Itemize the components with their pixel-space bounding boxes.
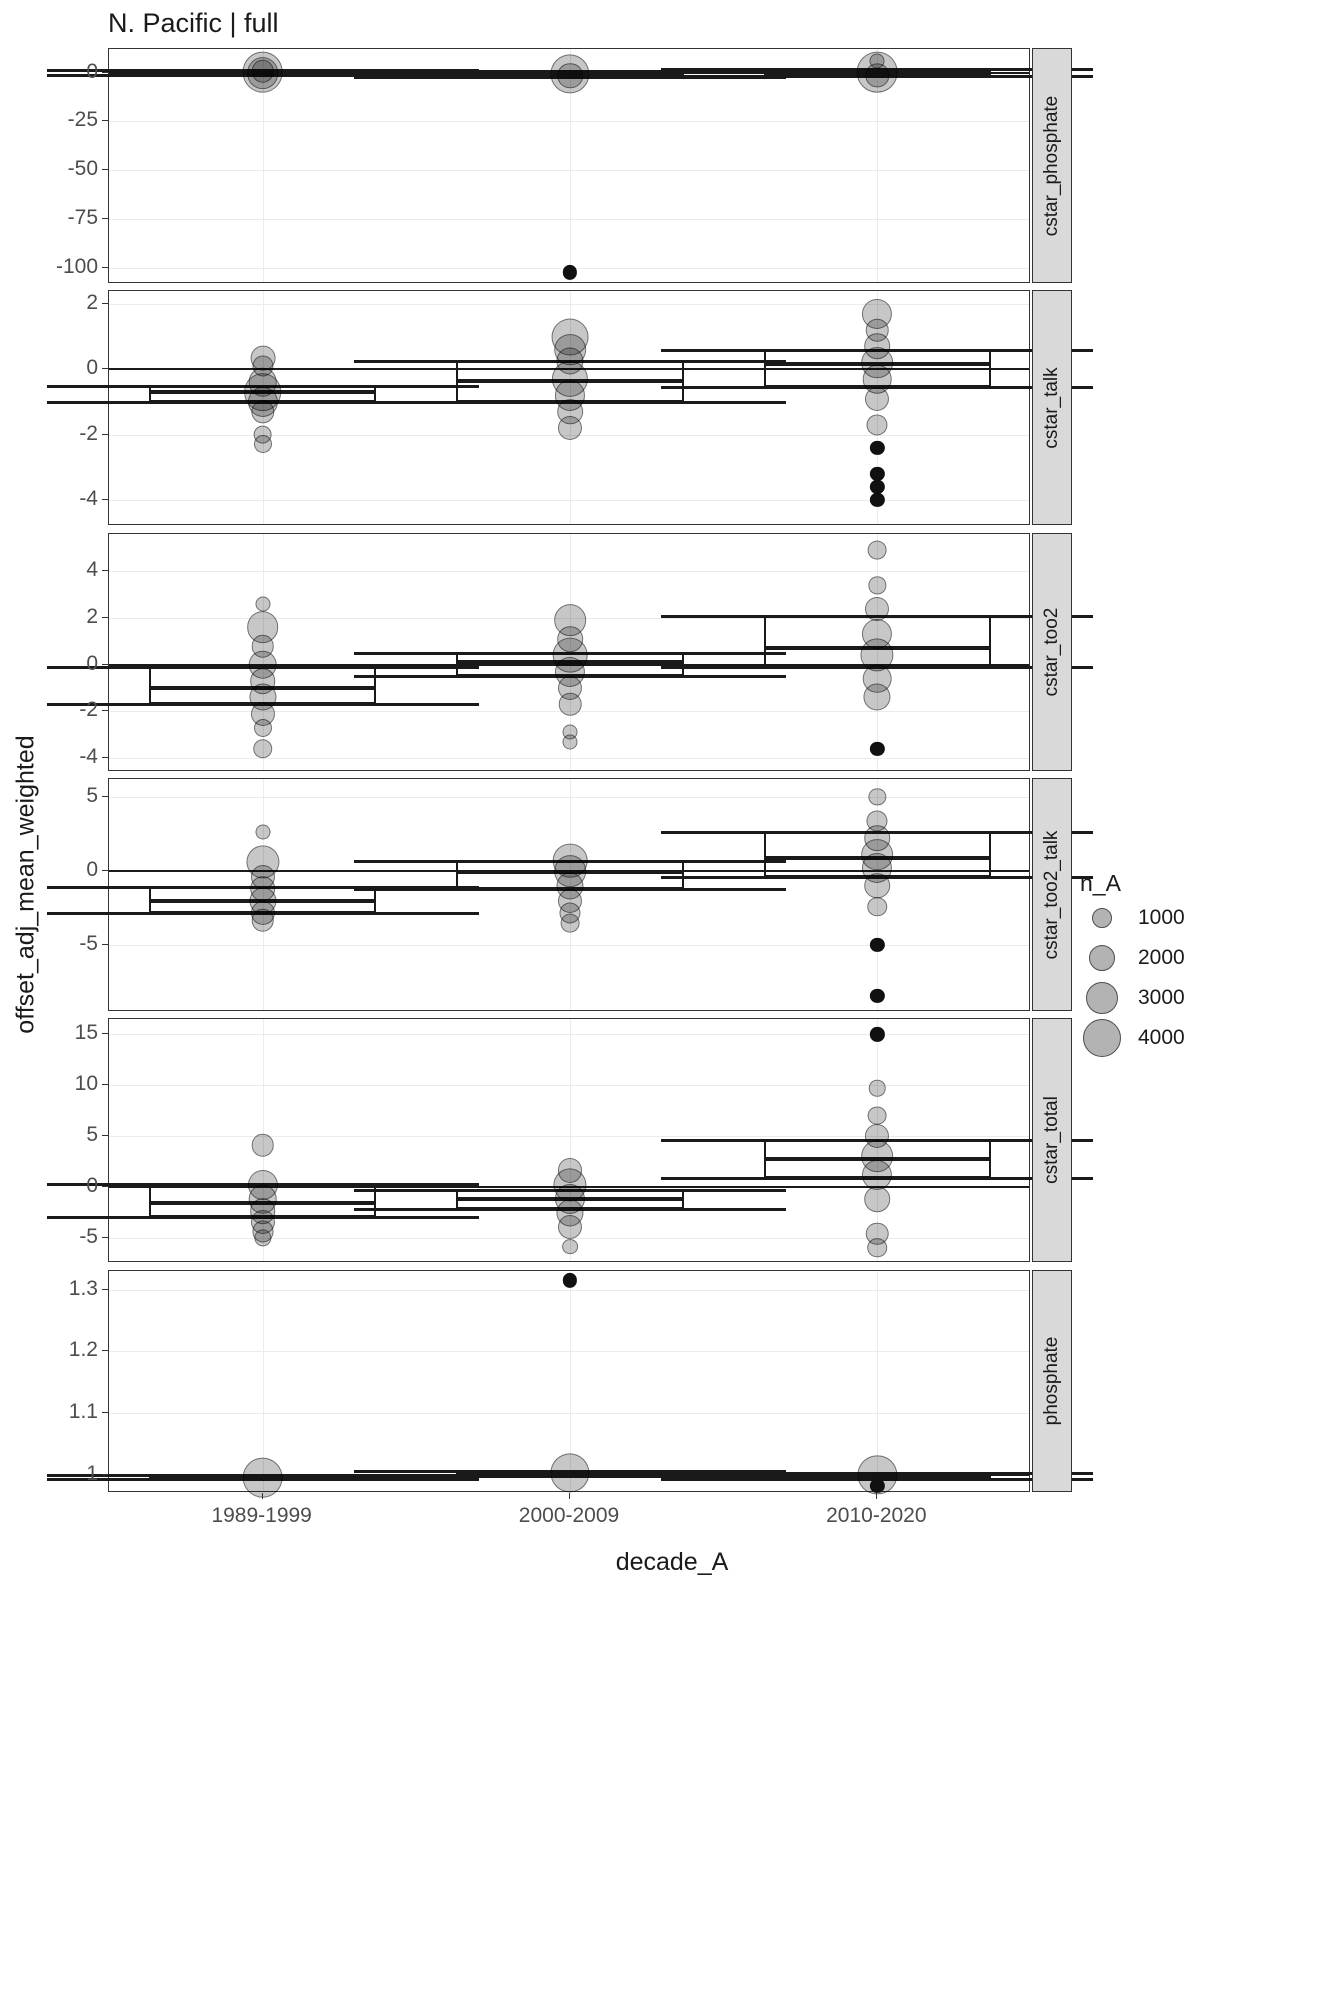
facet-panel-phosphate [108, 1270, 1030, 1492]
y-tick-mark [102, 617, 108, 618]
gridline-horizontal [109, 945, 1029, 946]
y-tick-mark [102, 303, 108, 304]
facet-strip-label: cstar_talk [1041, 366, 1062, 449]
facet-panel-cstar_talk [108, 290, 1030, 525]
y-tick-label: 5 [86, 1122, 98, 1146]
y-tick-mark [102, 218, 108, 219]
y-tick-mark [102, 267, 108, 268]
y-tick-mark [102, 72, 108, 73]
data-point [865, 387, 889, 411]
gridline-horizontal [109, 1034, 1029, 1035]
facet-strip-phosphate [1032, 1270, 1072, 1492]
x-tick-mark [262, 1493, 263, 1499]
data-point [255, 825, 270, 840]
data-point [253, 739, 273, 759]
gridline-horizontal [109, 1290, 1029, 1291]
data-point [550, 1454, 589, 1493]
y-tick-label: 4 [86, 558, 98, 582]
x-axis-label: decade_A [615, 1548, 729, 1576]
y-tick-label: 0 [86, 651, 98, 675]
facet-strip-cstar_talk [1032, 290, 1072, 525]
y-tick-mark [102, 944, 108, 945]
facet-strip-label: cstar_too2_talk [1041, 830, 1062, 959]
gridline-horizontal [109, 121, 1029, 122]
gridline-horizontal [109, 1351, 1029, 1352]
legend-key [1089, 945, 1115, 971]
y-tick-mark [102, 1033, 108, 1034]
y-tick-label: -5 [79, 932, 98, 956]
y-tick-mark [102, 169, 108, 170]
y-tick-mark [102, 434, 108, 435]
y-tick-mark [102, 570, 108, 571]
y-tick-label: 2 [86, 291, 98, 315]
y-tick-mark [102, 1237, 108, 1238]
legend-label: 1000 [1138, 906, 1185, 929]
facet-strip-label: cstar_total [1041, 1096, 1062, 1184]
data-point [251, 60, 274, 83]
data-point [251, 400, 274, 423]
data-point [562, 734, 577, 749]
data-point [563, 1273, 577, 1287]
y-tick-mark [102, 664, 108, 665]
data-point [563, 265, 577, 279]
legend-key [1092, 908, 1112, 928]
y-tick-mark [102, 1186, 108, 1187]
y-tick-mark [102, 1474, 108, 1475]
y-tick-label: 0 [86, 1173, 98, 1197]
data-point [559, 693, 582, 716]
data-point [251, 909, 274, 932]
y-tick-label: 0 [86, 858, 98, 881]
gridline-horizontal [109, 170, 1029, 171]
gridline-horizontal [109, 758, 1029, 759]
facet-strip-cstar_too2 [1032, 533, 1072, 771]
data-point [864, 684, 891, 711]
y-tick-mark [102, 1350, 108, 1351]
x-tick-label: 2010-2020 [826, 1504, 927, 1527]
data-point [870, 742, 884, 756]
facet-strip-cstar_too2_talk [1032, 778, 1072, 1011]
gridline-horizontal [109, 1413, 1029, 1414]
x-tick-label: 1989-1999 [211, 1504, 312, 1527]
y-tick-mark [102, 368, 108, 369]
y-tick-mark [102, 870, 108, 871]
y-tick-mark [102, 1084, 108, 1085]
legend-title: n_A [1080, 870, 1121, 896]
facet-panel-cstar_total [108, 1018, 1030, 1262]
data-point [868, 541, 887, 560]
data-point [865, 1186, 891, 1212]
y-tick-label: 15 [74, 1021, 98, 1045]
y-tick-mark [102, 120, 108, 121]
data-point [869, 577, 886, 594]
data-point [562, 1239, 578, 1255]
y-tick-label: 10 [74, 1072, 98, 1096]
data-point [870, 1027, 884, 1041]
y-tick-label: 0 [86, 59, 98, 83]
y-tick-mark [102, 710, 108, 711]
x-tick-mark [569, 1493, 570, 1499]
facet-strip-label: cstar_phosphate [1041, 95, 1062, 236]
data-point [557, 63, 583, 89]
y-tick-mark [102, 1412, 108, 1413]
facet-panel-cstar_phosphate [108, 48, 1030, 283]
y-tick-label: -4 [79, 745, 98, 768]
gridline-horizontal [109, 797, 1029, 798]
legend-key [1086, 982, 1118, 1014]
y-tick-label: 2 [86, 605, 98, 628]
legend-label: 2000 [1138, 946, 1185, 969]
data-point [870, 441, 884, 455]
data-point [868, 1238, 888, 1258]
y-tick-mark [102, 499, 108, 500]
legend-label: 3000 [1138, 986, 1185, 1009]
data-point [865, 597, 889, 621]
x-tick-mark [876, 1493, 877, 1499]
gridline-horizontal [109, 500, 1029, 501]
y-tick-mark [102, 757, 108, 758]
y-tick-mark [102, 796, 108, 797]
y-tick-label: 1.1 [68, 1399, 98, 1423]
data-point [870, 989, 884, 1003]
data-point [255, 596, 270, 611]
data-point [254, 435, 272, 453]
y-tick-label: 5 [86, 783, 98, 807]
facet-strip-label: phosphate [1041, 1336, 1062, 1426]
data-point [868, 897, 888, 917]
legend [1080, 870, 1300, 1090]
y-tick-label: 1.2 [68, 1338, 98, 1362]
data-point [870, 493, 884, 507]
facet-panel-cstar_too2 [108, 533, 1030, 771]
data-point [869, 1080, 886, 1097]
y-tick-label: 1.3 [68, 1276, 98, 1300]
gridline-horizontal [109, 219, 1029, 220]
gridline-horizontal [109, 304, 1029, 305]
data-point [561, 914, 580, 933]
y-axis-label: offset_adj_mean_weighted [11, 735, 40, 1034]
gridline-horizontal [109, 1085, 1029, 1086]
data-point [869, 788, 886, 805]
y-tick-label: -50 [67, 157, 98, 181]
page-title: N. Pacific | full [108, 8, 279, 38]
facet-strip-label: cstar_too2 [1041, 607, 1062, 697]
data-point [558, 416, 582, 440]
y-tick-label: -5 [79, 1224, 98, 1248]
y-tick-label: -2 [79, 421, 98, 445]
data-point [242, 1457, 283, 1498]
y-tick-mark [102, 1135, 108, 1136]
data-point [867, 414, 888, 435]
y-tick-label: 0 [86, 356, 98, 380]
y-tick-label: -2 [79, 698, 98, 722]
x-tick-label: 2000-2009 [518, 1504, 620, 1527]
y-tick-label: -4 [79, 486, 98, 510]
data-point [862, 1159, 892, 1189]
gridline-horizontal [109, 1136, 1029, 1137]
y-tick-label: -75 [67, 206, 98, 230]
gridline-horizontal [109, 571, 1029, 572]
y-tick-label: -25 [67, 108, 98, 132]
data-point [868, 1106, 887, 1125]
facet-panel-cstar_too2_talk [108, 778, 1030, 1011]
data-point [254, 719, 272, 737]
data-point [254, 1229, 271, 1246]
data-point [558, 1215, 582, 1239]
legend-key [1083, 1019, 1121, 1057]
y-tick-label: 1 [86, 1461, 98, 1485]
data-point [865, 873, 891, 899]
y-tick-mark [102, 1289, 108, 1290]
facet-strip-cstar_total [1032, 1018, 1072, 1262]
y-tick-label: -100 [55, 255, 98, 279]
data-point [870, 53, 885, 68]
legend-label: 4000 [1138, 1026, 1185, 1049]
data-point [251, 1134, 274, 1157]
data-point [870, 938, 884, 952]
facet-strip-cstar_phosphate [1032, 48, 1072, 283]
